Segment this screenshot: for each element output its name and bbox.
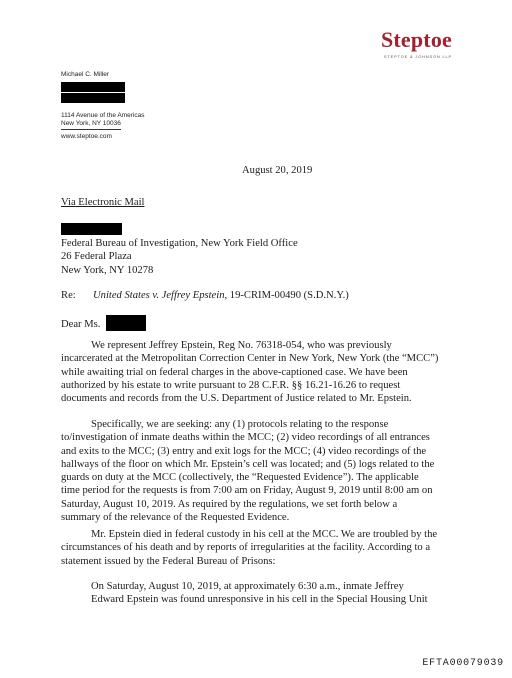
paragraph-line: Mr. Epstein died in federal custody in his cell at the MCC. We are troubled by the (91, 529, 438, 540)
redaction-bar (61, 82, 125, 92)
case-number: , 19-CRIM-00490 (S.D.N.Y.) (224, 290, 349, 301)
re-subject (93, 289, 349, 302)
paragraph-line: documents and records from the U.S. Department of Justice related to Mr. Epstein. (61, 393, 412, 405)
salutation: Dear Ms. (61, 319, 101, 330)
redaction-bar (106, 315, 146, 331)
re-label: Re: (61, 290, 76, 301)
paragraph-2 (61, 418, 434, 524)
paragraph-line: time period for the requests is from 7:00 am on Friday, August 9, 2019 until 8:00 am on (61, 485, 433, 497)
delivery-method: Via Electronic Mail (61, 197, 145, 208)
paragraph-line: statement issued by the Federal Bureau of Prisons: (61, 555, 276, 567)
recipient-line: New York, NY 10278 (61, 264, 154, 276)
paragraph-line: guards on duty at the MCC (collectively, the “Requested Evidence”). The applicable (61, 472, 419, 484)
letter-date: August 20, 2019 (242, 165, 313, 176)
paragraph-line: incarcerated at the Metropolitan Correction Center in New York, New York (the “MCC”) (61, 353, 439, 365)
firm-logo (381, 29, 452, 59)
redaction-bar (61, 223, 122, 235)
logo-subtitle: STEPTOE & JOHNSON LLP (383, 54, 452, 59)
paragraph-line: hallways of the floor on which Mr. Epstein’s cell was located; and (5) logs related to the (61, 458, 435, 470)
sender-name: Michael C. Miller (61, 71, 110, 78)
quote-line: Edward Epstein was found unresponsive in his cell in the Special Housing Unit (91, 594, 428, 606)
paragraph-line: and exits to the MCC; (3) entry and exit logs for the MCC; (4) video recordings of the (61, 445, 427, 457)
document-id: EFTA00079039 (422, 658, 504, 669)
address-line-2: New York, NY 10036 (61, 120, 121, 130)
paragraph-line: Specifically, we are seeking: any (1) protocols relating to the response (91, 419, 389, 430)
redaction-bar (61, 93, 125, 103)
paragraph-1 (61, 339, 438, 405)
logo-name: Steptoe (380, 27, 452, 52)
paragraph-line: to/investigation of inmate deaths within the MCC; (2) video recordings of all entrances (61, 432, 430, 444)
recipient-block (61, 237, 298, 277)
recipient-line: 26 Federal Plaza (61, 251, 132, 263)
address-line-1: 1114 Avenue of the Americas (61, 111, 145, 119)
paragraph-3 (61, 528, 437, 568)
sender-address (61, 112, 144, 130)
recipient-line: Federal Bureau of Investigation, New York Field Office (61, 238, 298, 249)
quote-line: On Saturday, August 10, 2019, at approximately 6:30 a.m., inmate Jeffrey (91, 581, 404, 592)
paragraph-line: We represent Jeffrey Epstein, Reg No. 76318-054, who was previously (91, 340, 392, 351)
paragraph-line: authorized by his estate to write pursuant to 28 C.F.R. §§ 16.21-16.26 to request (61, 379, 401, 391)
sender-block (61, 71, 144, 141)
case-name: United States v. Jeffrey Epstein (93, 290, 225, 301)
sender-website: www.steptoe.com (61, 132, 112, 140)
paragraph-line: circumstances of his death and by reports of irregularities at the facility. According to a (61, 542, 431, 554)
block-quote (91, 580, 428, 607)
paragraph-line: while awaiting trial on federal charges in the above-captioned case. We have been (61, 366, 408, 378)
paragraph-line: Saturday, August 10, 2019. As required by the regulations, we set forth below a (61, 498, 398, 510)
paragraph-line: summary of the relevance of the Requested Evidence. (61, 512, 290, 524)
